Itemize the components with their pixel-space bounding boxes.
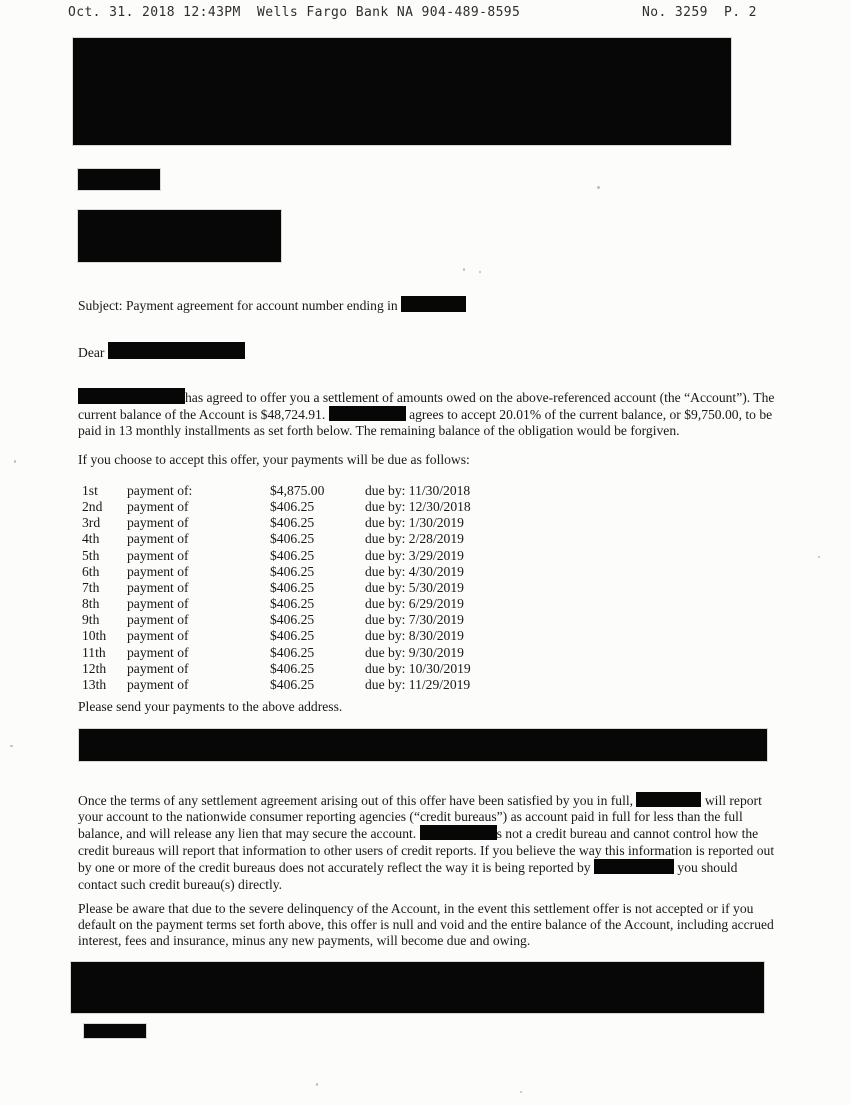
table-row (82, 677, 471, 693)
table-row (82, 580, 471, 596)
delinquency-warning-paragraph: Please be aware that due to the severe delinquency of the Account, in the event this settlement offer is not accepted or if you default on the payment terms set forth above, this offer is null and void and the entire balance of the Account, including accrued interest, fees and insurance, minus any new payments, will become due and owing. (78, 900, 774, 949)
payment-ordinal: 3rd (82, 515, 101, 531)
payment-label: payment of (127, 547, 189, 563)
table-row (82, 515, 471, 531)
payment-amount: $406.25 (270, 660, 315, 676)
payment-ordinal: 11th (82, 644, 106, 660)
scan-speck (463, 268, 465, 271)
payment-ordinal: 8th (82, 596, 100, 612)
payment-schedule-table (82, 483, 471, 693)
credit-bureau-paragraph (78, 792, 778, 893)
payment-due-date: due by: 8/30/2019 (365, 628, 464, 644)
salutation-text: Dear (78, 345, 105, 360)
payment-amount: $406.25 (270, 644, 315, 660)
payment-label: payment of (127, 644, 189, 660)
payment-due-date: due by: 10/30/2019 (365, 660, 471, 676)
scan-speck (597, 186, 600, 189)
payment-label: payment of (127, 499, 189, 515)
table-row (82, 483, 471, 499)
table-row (82, 612, 471, 628)
redaction-block-bottom-bar (71, 962, 764, 1013)
payment-due-date: due by: 7/30/2019 (365, 612, 464, 628)
payments-intro-line: If you choose to accept this offer, your payments will be due as follows: (78, 452, 470, 467)
payment-label: payment of (127, 612, 189, 628)
redaction-inline-creditor-name-2 (329, 406, 406, 421)
redaction-inline-creditor-name-1 (78, 388, 185, 404)
credit-bureau-text-3: s not a credit bureau and cannot control how the credit bureaus will report that information to other users of credit reports. If you believe the way this information is reported out by one or more of the credit bureaus does not accurately reflect the way it is being reported by (78, 826, 775, 876)
table-row (82, 596, 471, 612)
payment-due-date: due by: 2/28/2019 (365, 531, 464, 547)
fax-doc-number: No. 3259 (642, 5, 708, 20)
credit-bureau-text-2: will report your account to the nationwide consumer reporting agencies (“credit bureaus”) as account paid in full for less than the full balance, and will release any lien that may secure the account. (78, 792, 762, 842)
scan-speck (818, 556, 820, 558)
payment-label: payment of (127, 676, 189, 692)
redaction-block-letterhead (73, 38, 731, 145)
fax-timestamp: Oct. 31. 2018 12:43PM (68, 5, 241, 20)
table-row (82, 531, 471, 547)
payment-due-date: due by: 1/30/2019 (365, 515, 464, 531)
payment-ordinal: 6th (82, 563, 100, 579)
table-row (82, 564, 471, 580)
payment-amount: $406.25 (270, 499, 315, 515)
payment-amount: $406.25 (270, 515, 315, 531)
subject-line (78, 296, 466, 314)
payment-amount: $406.25 (270, 531, 315, 547)
payment-label: payment of (127, 628, 189, 644)
payment-ordinal: 7th (82, 579, 100, 595)
payment-due-date: due by: 3/29/2019 (365, 547, 464, 563)
scan-speck (479, 271, 481, 273)
payment-label: payment of (127, 596, 189, 612)
fax-sender: Wells Fargo Bank NA 904-489-8595 (257, 5, 521, 20)
payment-due-date: due by: 12/30/2018 (365, 499, 471, 515)
redaction-inline-account-digits (401, 296, 466, 312)
payment-ordinal: 12th (82, 660, 107, 676)
payments-note-line: Please send your payments to the above address. (78, 699, 343, 714)
payment-ordinal: 13th (82, 676, 107, 692)
payment-amount: $406.25 (270, 596, 315, 612)
table-row (82, 661, 471, 677)
payment-due-date: due by: 4/30/2019 (365, 563, 464, 579)
payment-ordinal: 10th (82, 628, 107, 644)
payment-ordinal: 1st (82, 483, 98, 498)
redaction-inline-creditor-name-5 (594, 859, 674, 874)
credit-bureau-text-1: Once the terms of any settlement agreement arising out of this offer have been satisfied by you in full, (78, 792, 634, 808)
payment-due-date: due by: 11/29/2019 (365, 676, 471, 692)
payment-amount: $4,875.00 (270, 483, 325, 498)
redaction-block-date (78, 169, 160, 190)
fax-page-number: P. 2 (724, 5, 757, 20)
redaction-inline-creditor-name-3 (636, 792, 701, 807)
payment-label: payment of (127, 531, 189, 547)
payment-amount: $406.25 (270, 628, 315, 644)
table-row (82, 499, 471, 515)
payment-due-date: due by: 5/30/2019 (365, 579, 464, 595)
payment-amount: $406.25 (270, 676, 315, 692)
scan-speck (520, 1091, 522, 1093)
payment-ordinal: 4th (82, 531, 100, 547)
scan-speck (14, 460, 16, 463)
redaction-block-address (78, 210, 281, 262)
payment-amount: $406.25 (270, 579, 315, 595)
payment-due-date: due by: 11/30/2018 (365, 483, 471, 498)
payment-label: payment of (127, 563, 189, 579)
payment-ordinal: 5th (82, 547, 100, 563)
payment-label: payment of (127, 579, 189, 595)
payment-label: payment of: (127, 483, 193, 498)
payment-due-date: due by: 6/29/2019 (365, 596, 464, 612)
payment-label: payment of (127, 515, 189, 531)
payment-label: payment of (127, 660, 189, 676)
salutation-line (78, 342, 245, 361)
subject-text: Subject: Payment agreement for account number ending in (78, 298, 398, 313)
redaction-block-middle-bar (79, 729, 767, 761)
fax-transmission-header (0, 3, 850, 25)
table-row (82, 628, 471, 644)
scan-speck (316, 1083, 318, 1086)
payment-amount: $406.25 (270, 563, 315, 579)
settlement-offer-text-2: agrees to accept 20.01% of the current balance, or $9,750.00, to be paid in 13 monthly installments as set forth below. The remaining balance of the obligation would be forgiven. (78, 407, 773, 439)
settlement-offer-paragraph (78, 388, 778, 440)
settlement-offer-text-1: has agreed to offer you a settlement of amounts owed on the above-referenced account (the “Account”). The current balance of the Account is $48,724.91. (78, 389, 775, 422)
table-row (82, 548, 471, 564)
payment-ordinal: 2nd (82, 499, 103, 515)
redaction-block-signature (84, 1024, 146, 1038)
scan-speck (10, 745, 13, 747)
table-row (82, 645, 471, 661)
payment-amount: $406.25 (270, 547, 315, 563)
redaction-inline-recipient-name (108, 342, 245, 359)
payment-amount: $406.25 (270, 612, 315, 628)
payment-ordinal: 9th (82, 612, 100, 628)
payment-due-date: due by: 9/30/2019 (365, 644, 464, 660)
redaction-inline-creditor-name-4 (420, 825, 497, 840)
credit-bureau-text-4: you should contact such credit bureau(s) directly. (78, 860, 738, 892)
